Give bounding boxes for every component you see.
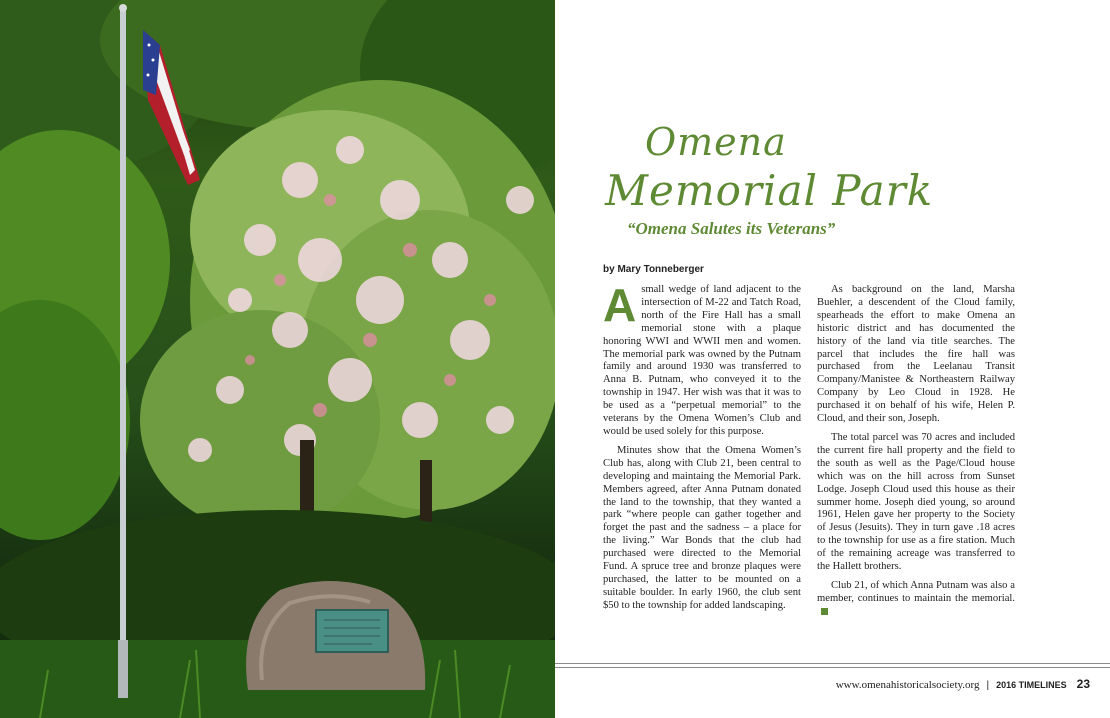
drop-cap: A [603, 279, 637, 331]
article-byline: by Mary Tonneberger [603, 264, 704, 275]
article-title-line-1: Omena [645, 120, 787, 164]
article-page [555, 0, 1110, 718]
paragraph-text: Club 21, of which Anna Putnam was also a member, continues to maintain the memorial. [817, 579, 1015, 604]
paragraph: The total parcel was 70 acres and included the current fire hall property and the field to the south as well as the Page/Cloud house which was on the hill across from Sunset Lodge. Joseph Cloud used this house as their summer home. Joseph died young, so around 1961, Helen gave her property to the Society of Jesus (Jesuits). They in turn gave .18 acres to the township for use as a fire station. Much of the remaining acreage was transferred to the Hallett brothers. [817, 431, 1015, 573]
footer-rule [555, 667, 1110, 668]
paragraph [603, 279, 801, 439]
page-footer [836, 675, 1090, 693]
paragraph: As background on the land, Marsha Buehler, a descendent of the Cloud family, spearheads the effort to make Omena an historic district and has documented the history of the land via title searches. The parcel that includes the fire hall was purchased from the Leelanau Transit Company/Manistee & Northeastern Railway Company by Leo Cloud in 1928. He purchased it on behalf of his wife, Helen P. Cloud, and their son, Joseph. [817, 284, 1015, 425]
article-title-line-2: Memorial Park [605, 166, 934, 215]
article-column-left [603, 279, 801, 619]
article-column-right [817, 284, 1015, 625]
page-number: 23 [1076, 677, 1090, 691]
end-of-article-icon [821, 608, 828, 615]
paragraph [817, 580, 1015, 619]
footer-publication: 2016 TIMELINES [996, 680, 1067, 690]
footer-website-link[interactable]: www.omenahistoricalsociety.org [835, 679, 980, 691]
article-subtitle: “Omena Salutes its Veterans” [627, 219, 836, 238]
paragraph-text: small wedge of land adjacent to the intersection of M-22 and Tatch Road, north of the Fire Hall has a small memorial stone with a plaque honoring WWI and WWII men and women. The memorial park was owned by the Putnam family and around 1930 was transferred to Anna B. Putnam, who conveyed it to the township in 1947. Her wish was that it was to be used as a “perpetual memorial” to the veterans by the Omena Women’s Club and would be used solely for this purpose. [603, 284, 801, 437]
footer-rule [555, 663, 1110, 664]
footer-separator: | [986, 680, 990, 691]
paragraph: Minutes show that the Omena Women’s Club has, along with Club 21, been central to developing and maintaing the Memorial Park. Members agreed, after Anna Putnam donated the land to the township, that they wanted a park “where people can gather together and forget the past and the sadness – a place for the living.” War Bonds that the club had purchased were directed to the Memorial Fund. A spruce tree and bronze plaques were purchased, the latter to be mounted on a suitable boulder. In early 1960, the club sent $50 to the township for added landscaping. [603, 444, 801, 611]
